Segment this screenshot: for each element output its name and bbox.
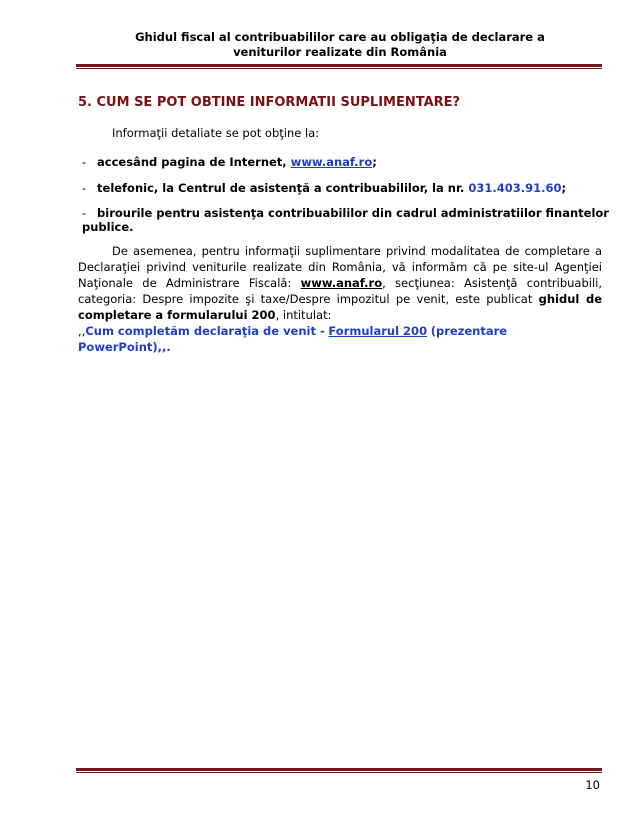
guide-name: ghidul de completare a formularului 200 — [78, 292, 602, 322]
phone-number: 031.403.91.60 — [468, 181, 562, 195]
bullet-text: telefonic, la Centrul de asistenţă a contribuabililor, la nr. — [97, 181, 465, 195]
header-line-2: veniturilor realizate din România — [233, 45, 447, 59]
bullet-internet: - accesând pagina de Internet, www.anaf.ro; — [82, 155, 377, 169]
header-line-1: Ghidul fiscal al contribuabililor care au obligaţia de declarare a — [135, 30, 545, 44]
anaf-link[interactable]: www.anaf.ro — [290, 155, 373, 169]
guide-title-line — [78, 323, 602, 355]
anaf-site-link[interactable]: www.anaf.ro — [300, 276, 383, 290]
paragraph-part-3: , intitulat: — [275, 308, 332, 322]
formular-200-link[interactable]: Formularul 200 — [328, 324, 428, 338]
bullet-phone: - telefonic, la Centrul de asistenţă a contribuabililor, la nr. 031.403.91.60; — [82, 181, 567, 195]
bullet-offices — [82, 206, 638, 234]
info-paragraph — [78, 243, 602, 355]
guide-title: Cum completăm declaraţia de venit - — [85, 324, 325, 338]
powerpoint-label: (prezentare PowerPoint),,. — [78, 324, 508, 354]
quote-open: ,, — [78, 324, 86, 338]
intro-text: Informaţii detaliate se pot obţine la: — [112, 126, 320, 140]
paragraph-part-1: De asemenea, pentru informaţii suplimentare privind modalitatea de completare a Declaraţiei privind veniturile realizate din România, vă informăm că pe site-ul Agenţiei Naţionale de Administrare Fiscală: — [78, 244, 602, 290]
bullet-dash: - — [82, 206, 87, 220]
footer-rule — [76, 768, 602, 773]
header-rule — [76, 64, 602, 69]
paragraph-part-2: , secţiunea: Asistenţă contribuabili, categoria: Despre impozite şi taxe/Despre impozitul pe venit, este publicat — [78, 276, 602, 306]
page-number: 10 — [585, 778, 600, 792]
bullet-dash: - — [82, 155, 87, 169]
bullet-text: birourile pentru asistenţa contribuabililor din cadrul administratiilor finantelor publice. — [82, 206, 609, 234]
bullet-dash: - — [82, 181, 87, 195]
document-header — [78, 30, 602, 60]
section-title: 5. CUM SE POT OBTINE INFORMATII SUPLIMENTARE? — [78, 95, 461, 110]
bullet-text: accesând pagina de Internet, — [97, 155, 287, 169]
